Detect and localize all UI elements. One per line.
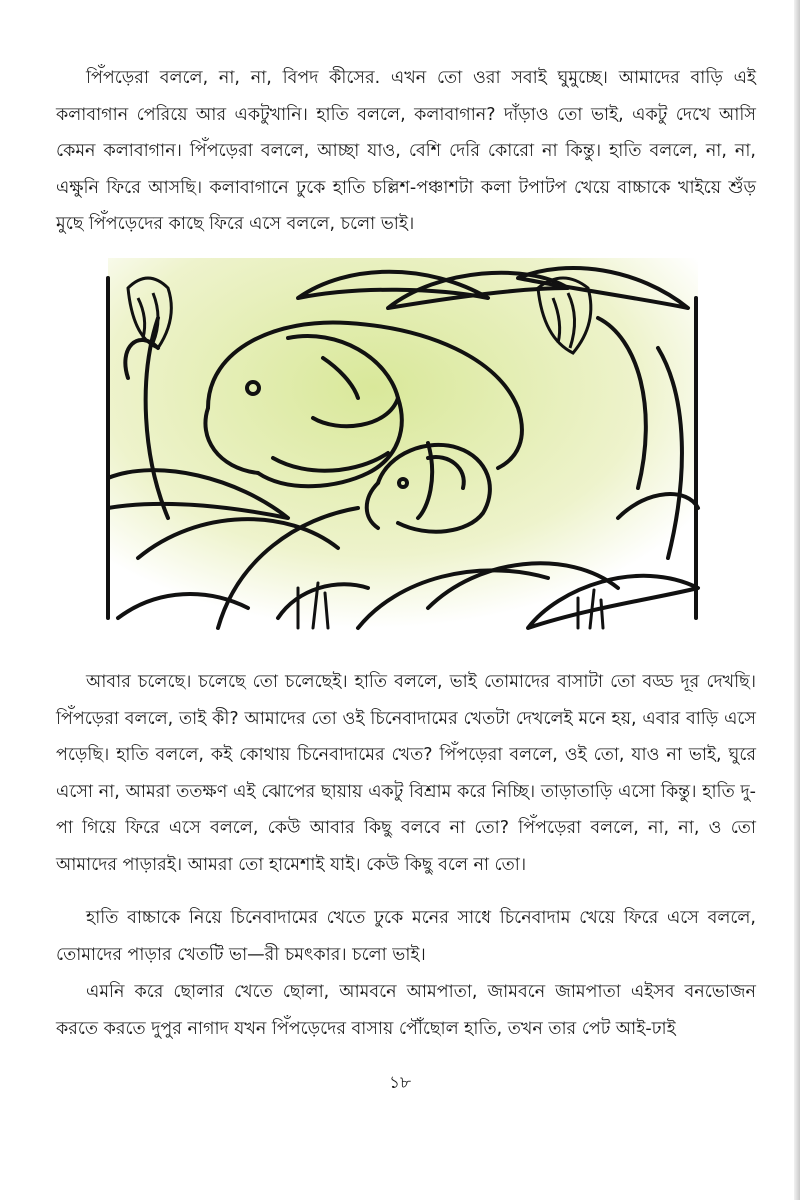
paragraph-4: এমনি করে ছোলার খেতে ছোলা, আমবনে আমপাতা, জামবনে জামপাতা এইসব বনভোজন করতে করতে দুপুর নাগাদ যখন পিঁপড়েদের বাসায় পৌঁছোল হাতি, তখন তার পেট আই-ঢাই (56, 982, 756, 1039)
page-number: ১৮ (388, 1073, 412, 1093)
page-edge (794, 0, 800, 1200)
paragraph-3: হাতি বাচ্চাকে নিয়ে চিনেবাদামের খেতে ঢুকে মনের সাধে চিনেবাদাম খেয়ে ফিরে এসে বললে, তোমাদের পাড়ার খেতটি ভা—রী চমৎকার। চলো ভাই। (56, 908, 756, 965)
illustration-elephant-banana-grove (98, 258, 710, 632)
paragraph-1: পিঁপড়েরা বললে, না, না, বিপদ কীসের. এখন তো ওরা সবাই ঘুমুচ্ছে। আমাদের বাড়ি এই কলাবাগান পেরিয়ে আর একটুখানি। হাতি বললে, কলাবাগান? দাঁড়াও তো ভাই, একটু দেখে আসি কেমন কলাবাগান। পিঁপড়েরা বললে, আচ্ছা যাও, বেশি দেরি কোরো না কিন্তু। হাতি বললে, না, না, এক্ষুনি ফিরে আসছি। কলাবাগানে ঢুকে হাতি চল্লিশ-পঞ্চাশটা কলা টপাটপ খেয়ে বাচ্চাকে খাইয়ে শুঁড় মুছে পিঁপড়েদের কাছে ফিরে এসে বললে, চলো ভাই। (56, 68, 756, 234)
paragraph-2: আবার চলেছে। চলেছে তো চলেছেই। হাতি বললে, ভাই তোমাদের বাসাটা তো বড্ড দূর দেখছি। পিঁপড়েরা বললে, তাই কী? আমাদের তো ওই চিনেবাদামের খেতটা দেখলেই মনে হয়, এবার বাড়ি এসে পড়েছি। হাতি বললে, কই কোথায় চিনেবাদামের খেত? পিঁপড়েরা বললে, ওই তো, যাও না ভাই, ঘুরে এসো না, আমরা ততক্ষণ এই ঝোপের ছায়ায় একটু বিশ্রাম করে নিচ্ছি। তাড়াতাড়ি এসো কিন্তু। হাতি দু-পা গিয়ে ফিরে এসে বললে, কেউ আবার কিছু বলবে না তো? পিঁপড়েরা বললে, না, না, ও তো আমাদের পাড়ারই। আমরা তো হামেশাই যাই। কেউ কিছু বলে না তো। (56, 672, 756, 875)
